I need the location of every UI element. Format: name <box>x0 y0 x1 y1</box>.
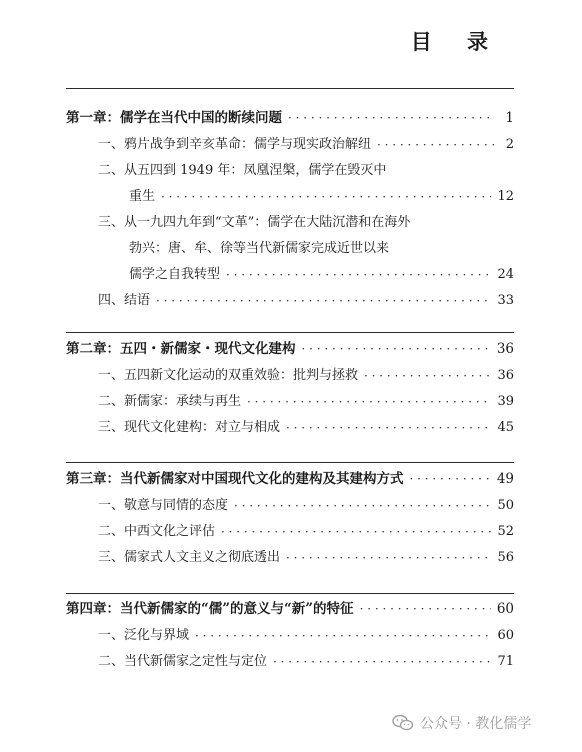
dot-leader <box>286 547 491 569</box>
page-number: 50 <box>497 498 514 513</box>
section-entry[interactable] <box>98 160 514 182</box>
dot-leader <box>377 134 494 156</box>
chapter-entry[interactable] <box>66 107 514 129</box>
section-title: 儒学之自我转型 <box>129 267 221 282</box>
section-title: 重生 <box>129 189 156 204</box>
wechat-icon <box>392 714 414 732</box>
page-number: 1 <box>505 110 514 126</box>
page-number: 60 <box>496 601 514 617</box>
page-number: 33 <box>497 293 514 308</box>
page-number: 39 <box>497 394 514 409</box>
dot-leader <box>410 468 491 490</box>
section-entry[interactable] <box>98 417 514 439</box>
section-title: 一、泛化与界域 <box>98 628 190 643</box>
chapter-divider <box>66 593 514 594</box>
section-title: 勃兴：唐、牟、徐等当代新儒家完成近世以来 <box>129 241 390 256</box>
section-entry[interactable] <box>98 391 514 413</box>
section-entry[interactable] <box>98 212 514 234</box>
watermark <box>392 713 531 733</box>
page-number: 2 <box>505 137 514 152</box>
chapter-divider <box>66 332 514 333</box>
chapter-divider <box>66 88 514 89</box>
section-title: 一、鸦片战争到辛亥革命：儒学与现实政治解纽 <box>98 137 372 152</box>
page-number: 24 <box>497 267 514 282</box>
dot-leader <box>288 107 494 129</box>
section-entry[interactable] <box>98 290 514 312</box>
page-number: 12 <box>497 189 514 204</box>
dot-leader <box>156 290 491 312</box>
section-title: 三、现代文化建构：对立与相成 <box>98 420 281 435</box>
section-entry[interactable] <box>98 625 514 647</box>
chapter-entry[interactable] <box>66 598 514 620</box>
chapter-title: 第四章：当代新儒家的“儒”的意义与“新”的特征 <box>66 601 354 617</box>
page-number: 71 <box>497 654 514 669</box>
dot-leader <box>161 186 491 208</box>
section-entry[interactable] <box>129 264 514 286</box>
page-number: 60 <box>497 628 514 643</box>
page-number: 45 <box>497 420 514 435</box>
page-number: 36 <box>497 368 514 383</box>
dot-leader <box>286 417 491 439</box>
section-title: 二、当代新儒家之定性与定位 <box>98 654 268 669</box>
page-number: 52 <box>497 524 514 539</box>
section-entry[interactable] <box>98 547 514 569</box>
dot-leader <box>221 521 491 543</box>
chapter-entry[interactable] <box>66 338 514 360</box>
section-title: 二、新儒家：承续与再生 <box>98 394 242 409</box>
dot-leader <box>360 598 491 620</box>
dot-leader <box>247 391 491 413</box>
section-entry[interactable] <box>98 495 514 517</box>
chapter-title: 第三章：当代新儒家对中国现代文化的建构及其建构方式 <box>66 471 404 487</box>
page-title: 目 录 <box>410 29 502 54</box>
dot-leader <box>302 338 491 360</box>
section-title: 四、结语 <box>98 293 151 308</box>
dot-leader <box>226 264 491 286</box>
dot-leader <box>273 651 491 673</box>
chapter-entry[interactable] <box>66 468 514 490</box>
section-title: 一、五四新文化运动的双重效验：批判与拯救 <box>98 368 359 383</box>
dot-leader <box>195 625 491 647</box>
section-entry[interactable] <box>98 134 514 156</box>
chapter-title: 第一章：儒学在当代中国的断续问题 <box>66 110 282 126</box>
section-title: 一、敬意与同情的态度 <box>98 498 229 513</box>
chapter-title: 第二章：五四・新儒家・现代文化建构 <box>66 341 296 357</box>
section-entry[interactable] <box>129 238 514 260</box>
section-entry[interactable] <box>98 521 514 543</box>
section-entry[interactable] <box>98 651 514 673</box>
section-title: 二、中西文化之评估 <box>98 524 216 539</box>
section-entry[interactable] <box>98 365 514 387</box>
dot-leader <box>364 365 491 387</box>
section-title: 三、儒家式人文主义之彻底透出 <box>98 550 281 565</box>
page-number: 49 <box>496 471 514 487</box>
chapter-divider <box>66 462 514 463</box>
page-number: 56 <box>497 550 514 565</box>
section-title: 二、从五四到 1949 年：凤凰涅槃，儒学在毁灭中 <box>98 163 387 178</box>
page-number: 36 <box>496 341 514 357</box>
section-entry[interactable] <box>129 186 514 208</box>
section-title: 三、从一九四九年到“文革”：儒学在大陆沉潜和在海外 <box>98 215 411 230</box>
dot-leader <box>234 495 491 517</box>
watermark-text: 公众号 · 教化儒学 <box>420 716 532 732</box>
